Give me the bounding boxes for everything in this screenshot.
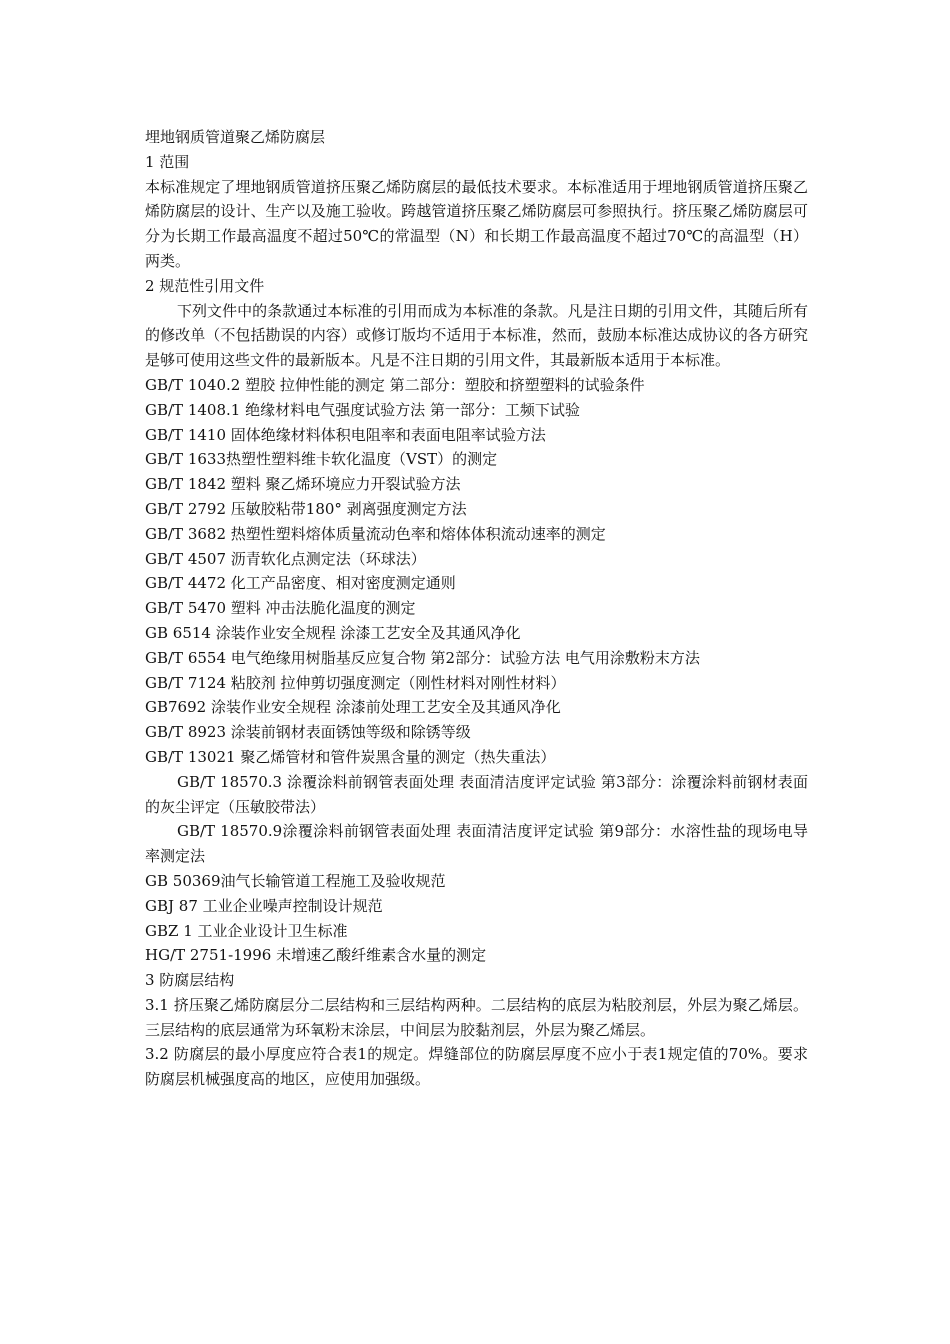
clause-3-1: 3.1 挤压聚乙烯防腐层分二层结构和三层结构两种。二层结构的底层为粘胶剂层，外层为聚乙烯层。三层结构的底层通常为环氧粉末涂层，中间层为胶黏剂层，外层为聚乙烯层。 (145, 995, 808, 1039)
reference-item-flush: GBZ 1 工业企业设计卫生标准 (145, 921, 348, 940)
clause-3-2: 3.2 防腐层的最小厚度应符合表1的规定。焊缝部位的防腐层厚度不应小于表1规定值的70%。要求防腐层机械强度高的地区，应使用加强级。 (145, 1045, 808, 1089)
reference-item: GB/T 13021 聚乙烯管材和管件炭黑含量的测定（热失重法） (145, 747, 556, 766)
reference-item: GB/T 1633热塑性塑料维卡软化温度（VST）的测定 (145, 450, 498, 469)
reference-item: GB/T 6554 电气绝缘用树脂基反应复合物 第2部分：试验方法 电气用涂敷粉末方法 (145, 648, 700, 667)
section-3-heading: 3 防腐层结构 (145, 971, 235, 990)
reference-item: GB/T 2792 压敏胶粘带180° 剥离强度测定方法 (145, 499, 467, 518)
section-1-paragraph: 本标准规定了埋地钢质管道挤压聚乙烯防腐层的最低技术要求。本标准适用于埋地钢质管道挤压聚乙烯防腐层的设计、生产以及施工验收。跨越管道挤压聚乙烯防腐层可参照执行。挤压聚乙烯防腐层可分为长期工作最高温度不超过50℃的常温型（N）和长期工作最高温度不超过70℃的高温型（H）两类。 (145, 177, 808, 270)
reference-item: GB/T 7124 粘胶剂 拉伸剪切强度测定（刚性材料对刚性材料） (145, 673, 566, 692)
section-2-paragraph: 下列文件中的条款通过本标准的引用而成为本标准的条款。凡是注日期的引用文件，其随后所有的修改单（不包括勘误的内容）或修订版均不适用于本标准，然而，鼓励本标准达成协议的各方研究是够可使用这些文件的最新版本。凡是不注日期的引用文件，其最新版本适用于本标准。 (145, 301, 808, 370)
document-title: 埋地钢质管道聚乙烯防腐层 (145, 128, 326, 146)
reference-item: GB/T 3682 热塑性塑料熔体质量流动色率和熔体体积流动速率的测定 (145, 524, 606, 543)
section-2-heading: 2 规范性引用文件 (145, 276, 265, 295)
reference-item-flush: GB 50369油气长输管道工程施工及验收规范 (145, 871, 446, 890)
reference-item: GB/T 4507 沥青软化点测定法（环球法） (145, 549, 426, 568)
reference-item-flush: GBJ 87 工业企业噪声控制设计规范 (145, 896, 383, 915)
reference-item-flush: HG/T 2751-1996 未增速乙酸纤维素含水量的测定 (145, 946, 487, 965)
reference-item: GB/T 5470 塑料 冲击法脆化温度的测定 (145, 599, 416, 618)
document-page (145, 125, 808, 1092)
reference-item-wrapped: GB/T 18570.9涂覆涂料前钢管表面处理 表面清洁度评定试验 第9部分：水溶性盐的现场电导率测定法 (145, 822, 808, 866)
reference-item: GB7692 涂装作业安全规程 涂漆前处理工艺安全及其通风净化 (145, 698, 561, 717)
reference-item: GB/T 1408.1 绝缘材料电气强度试验方法 第一部分：工频下试验 (145, 400, 580, 419)
reference-item: GB/T 1842 塑料 聚乙烯环境应力开裂试验方法 (145, 475, 461, 494)
reference-item: GB/T 4472 化工产品密度、相对密度测定通则 (145, 574, 456, 593)
reference-item: GB/T 1040.2 塑胶 拉伸性能的测定 第二部分：塑胶和挤塑塑料的试验条件 (145, 375, 645, 394)
reference-item: GB 6514 涂装作业安全规程 涂漆工艺安全及其通风净化 (145, 623, 521, 642)
reference-item-wrapped: GB/T 18570.3 涂覆涂料前钢管表面处理 表面清洁度评定试验 第3部分：涂覆涂料前钢材表面的灰尘评定（压敏胶带法） (145, 772, 808, 816)
reference-item: GB/T 1410 固体绝缘材料体积电阻率和表面电阻率试验方法 (145, 425, 546, 444)
reference-item: GB/T 8923 涂装前钢材表面锈蚀等级和除锈等级 (145, 723, 471, 742)
section-1-heading: 1 范围 (145, 152, 190, 171)
